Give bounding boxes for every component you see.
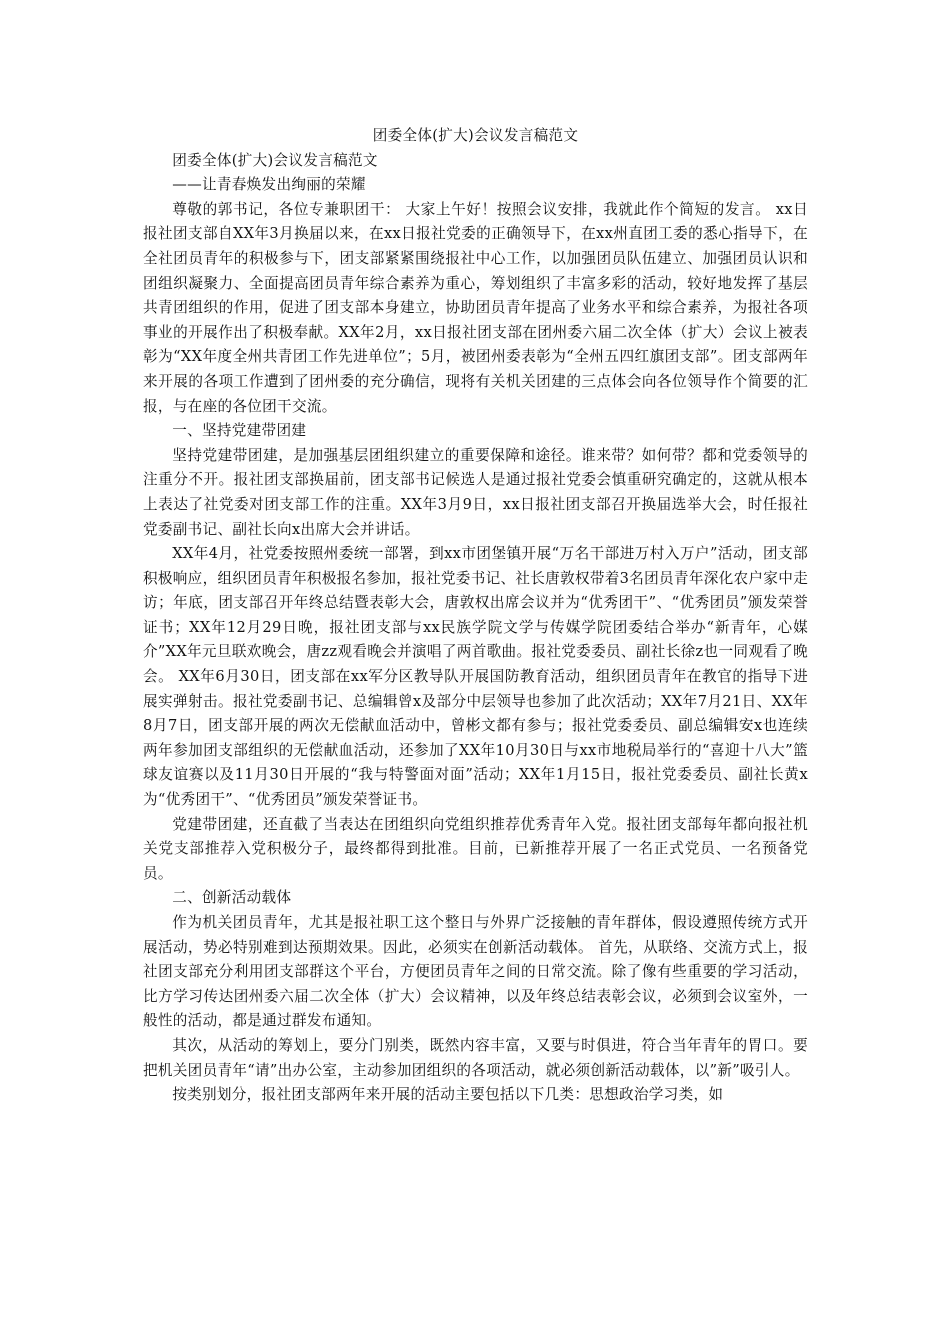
document-subtitle: 团委全体(扩大)会议发言稿范文 <box>172 151 378 169</box>
paragraph-section2-categories: 按类别划分，报社团支部两年来开展的活动主要包括以下几类：思想政治学习类，如 <box>172 1086 724 1104</box>
document-title: 团委全体(扩大)会议发言稿范文 <box>372 127 579 144</box>
document-tagline: ——让青春焕发出绚丽的荣耀 <box>172 176 366 194</box>
section-heading-2: 二、创新活动载体 <box>172 889 292 907</box>
section-heading-1: 一、坚持党建带团建 <box>172 422 307 440</box>
paragraph-section2-intro: 作为机关团员青年，尤其是报社职工这个整日与外界广泛接触的青年群体，假设遵照传统方式开展活动，势必特别难到达预期效果。因此，必须实在创新活动载体。 首先，从联络、交流方式上，报社团支部充分利用团支部群这个平台，方便团员青年之间的日常交流。除了像有些重要的学习活动，比方学习传达团州委六届二次全体（扩大）会议精神，以及年终总结表彰会议，必须到会议室外，一般性的活动，都是通过群发布通知。 <box>143 914 808 1030</box>
paragraph-section1-activities: XX年4月，社党委按照州委统一部署，到xx市团堡镇开展“万名干部进万村入万户”活动，团支部积极响应，组织团员青年积极报名参加，报社党委书记、社长唐敦权带着3名团员青年深化农户家中走访；年底，团支部召开年终总结暨表彰大会，唐敦权出席会议并为“优秀团干”、“优秀团员”颁发荣誉证书；XX年12月29日晚，报社团支部与xx民族学院文学与传媒学院团委结合举办“新青年，心媒介”XX年元旦联欢晚会，唐zz观看晚会并演唱了两首歌曲。报社党委委员、副社长徐z也一同观看了晚会。 XX年6月30日，团支部在xx军分区教导队开展国防教育活动，组织团员青年在教官的指导下进展实弹射击。报社党委副书记、总编辑曾x及部分中层领导也参加了此次活动；XX年7月21日、XX年8月7日，团支部开展的两次无偿献血活动中，曾彬文都有参与；报社党委委员、副总编辑安x也连续两年参加团支部组织的无偿献血活动，还参加了XX年10月30日与xx市地税局举行的“喜迎十八大”篮球友谊赛以及11月30日开展的“我与特警面对面”活动；XX年1月15日，报社党委委员、副社长黄x为“优秀团干”、“优秀团员”颁发荣誉证书。 <box>143 545 808 809</box>
document-page <box>143 124 808 1108</box>
paragraph-section2-planning: 其次，从活动的筹划上，要分门别类，既然内容丰富，又要与时俱进，符合当年青年的胃口。要把机关团员青年“请”出办公室，主动参加团组织的各项活动，就必须创新活动载体，以”新”吸引人。 <box>143 1036 808 1079</box>
paragraph-section1-intro: 坚持党建带团建，是加强基层团组织建立的重要保障和途径。谁来带？如何带？都和党委领导的注重分不开。报社团支部换届前，团支部书记候选人是通过报社党委会慎重研究确定的，这就从根本上表达了社党委对团支部工作的注重。XX年3月9日，xx日报社团支部召开换届选举大会，时任报社党委副书记、副社长向x出席大会并讲话。 <box>143 446 808 538</box>
paragraph-section1-party: 党建带团建，还直截了当表达在团组织向党组织推荐优秀青年入党。报社团支部每年都向报社机关党支部推荐入党积极分子，最终都得到批准。目前，已新推荐开展了一名正式党员、一名预备党员。 <box>143 815 808 882</box>
paragraph-opening: 尊敬的郭书记，各位专兼职团干： 大家上午好！按照会议安排，我就此作个简短的发言。 xx日报社团支部自XX年3月换届以来，在xx日报社党委的正确领导下，在xx州直团工委的悉心指导下，在全社团员青年的积极参与下，团支部紧紧围绕报社中心工作，以加强团员队伍建立、加强团员认识和团组织凝聚力、全面提高团员青年综合素养为重心，筹划组织了丰富多彩的活动，较好地发挥了基层共青团组织的作用，促进了团支部本身建立，协助团员青年提高了业务水平和综合素养，为报社各项事业的开展作出了积极奉献。XX年2月，xx日报社团支部在团州委六届二次全体（扩大）会议上被表彰为“XX年度全州共青团工作先进单位”；5月，被团州委表彰为“全州五四红旗团支部”。团支部两年来开展的各项工作遭到了团州委的充分确信，现将有关机关团建的三点体会向各位领导作个简要的汇报，与在座的各位团干交流。 <box>143 200 808 415</box>
